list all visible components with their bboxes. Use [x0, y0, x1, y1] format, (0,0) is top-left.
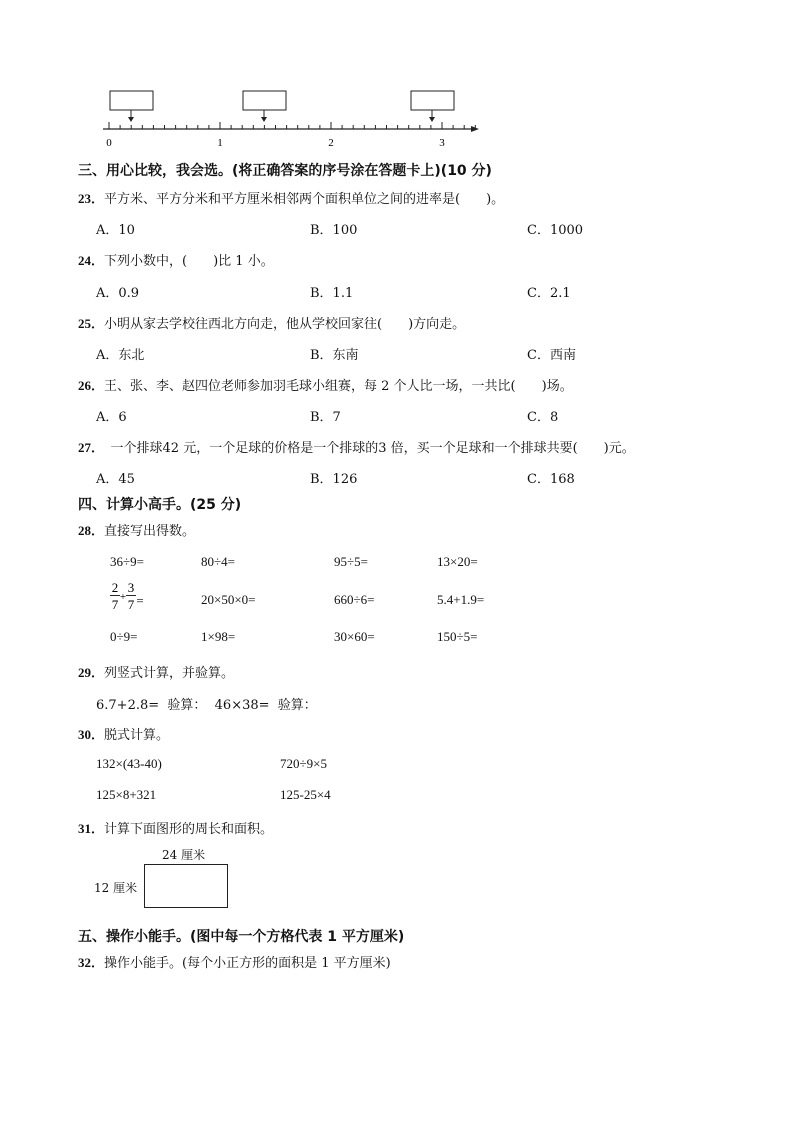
calc-30-4: 125-25×4 [280, 787, 331, 802]
option-27-b[interactable]: B．126 [310, 472, 358, 487]
calc-28-r3-3: 30×60= [334, 629, 375, 644]
question-text: 王、张、李、赵四位老师参加羽毛球小组赛，每 2 个人比一场，一共比( )场。 [104, 379, 573, 394]
question-24 [78, 250, 274, 269]
question-number: 29． [78, 665, 105, 680]
fraction-2-denominator: 7 [127, 597, 135, 612]
rectangle-height-label: 12 厘米 [94, 881, 138, 895]
question-number: 25． [78, 316, 105, 331]
tick-label-1: 1 [217, 137, 223, 149]
calc-28-r3-2: 1×98= [201, 629, 236, 644]
section-4-title: 四、计算小高手。(25 分) [78, 497, 242, 513]
question-30 [78, 724, 169, 743]
question-number: 26． [78, 378, 105, 393]
question-number: 28． [78, 523, 105, 538]
option-23-c[interactable]: C．1000 [527, 223, 584, 238]
calc-29-line: 6.7+2.8= 验算： 46×38= 验算： [96, 698, 317, 713]
calc-28-r1-3: 95÷5= [334, 554, 368, 569]
question-text: 下列小数中，( )比 1 小。 [104, 254, 274, 269]
fraction-2-numerator: 3 [127, 580, 135, 595]
rectangle-figure [144, 864, 228, 908]
option-24-a[interactable]: A．0.9 [96, 286, 140, 301]
section-3-title: 三、用心比较，我会选。(将正确答案的序号涂在答题卡上)(10 分) [78, 163, 492, 179]
calc-28-r2-4: 5.4+1.9= [437, 592, 485, 607]
question-31 [78, 818, 273, 837]
calc-28-r1-2: 80÷4= [201, 554, 235, 569]
question-text: 计算下面图形的周长和面积。 [104, 822, 274, 837]
option-27-a[interactable]: A．45 [96, 472, 135, 487]
option-26-a[interactable]: A．6 [96, 410, 127, 425]
question-number: 31． [78, 821, 105, 836]
calc-30-2: 720÷9×5 [280, 756, 327, 771]
option-24-c[interactable]: C．2.1 [527, 286, 571, 301]
question-text: 一个排球42 元，一个足球的价格是一个排球的3 倍，买一个足球和一个排球共要( )元。 [97, 441, 635, 456]
question-text: 小明从家去学校往西北方向走，他从学校回家往( )方向走。 [104, 317, 466, 332]
question-32 [78, 952, 391, 971]
fraction-plus: + [119, 591, 127, 603]
question-25 [78, 313, 465, 332]
option-25-c[interactable]: C．西南 [527, 348, 576, 363]
question-number: 30． [78, 727, 105, 742]
question-26 [78, 375, 573, 394]
option-25-a[interactable]: A．东北 [96, 348, 145, 363]
question-number: 23． [78, 191, 105, 206]
calc-30-1: 132×(43-40) [96, 756, 162, 771]
option-26-b[interactable]: B．7 [310, 410, 341, 425]
question-number: 27． [78, 440, 98, 455]
question-number: 24． [78, 253, 105, 268]
tick-label-2: 2 [328, 137, 334, 149]
tick-label-3: 3 [439, 137, 445, 149]
question-23 [78, 188, 504, 207]
calc-28-r3-4: 150÷5= [437, 629, 478, 644]
calc-28-r2-2: 20×50×0= [201, 592, 256, 607]
section-5-title: 五、操作小能手。(图中每一个方格代表 1 平方厘米) [78, 929, 405, 945]
question-number: 32． [78, 955, 105, 970]
question-27 [78, 437, 635, 456]
fraction-equals: = [136, 593, 144, 608]
question-text: 脱式计算。 [104, 728, 170, 743]
question-text: 直接写出得数。 [104, 524, 196, 539]
option-27-c[interactable]: C．168 [527, 472, 575, 487]
answer-box-3[interactable] [411, 91, 454, 110]
question-text: 列竖式计算，并验算。 [104, 666, 235, 681]
calc-28-r1-1: 36÷9= [110, 554, 144, 569]
question-28 [78, 520, 195, 539]
option-23-a[interactable]: A．10 [96, 223, 135, 238]
fraction-1-denominator: 7 [111, 597, 119, 612]
fraction-expression [106, 580, 146, 616]
option-23-b[interactable]: B．100 [310, 223, 358, 238]
question-text: 操作小能手。(每个小正方形的面积是 1 平方厘米) [104, 956, 391, 971]
fraction-1-numerator: 2 [111, 580, 119, 595]
calc-30-3: 125×8+321 [96, 787, 157, 802]
question-text: 平方米、平方分米和平方厘米相邻两个面积单位之间的进率是( )。 [104, 192, 505, 207]
option-25-b[interactable]: B．东南 [310, 348, 359, 363]
tick-label-0: 0 [106, 137, 112, 149]
answer-box-1[interactable] [110, 91, 153, 110]
calc-28-r2-3: 660÷6= [334, 592, 375, 607]
option-24-b[interactable]: B．1.1 [310, 286, 354, 301]
question-29 [78, 662, 234, 681]
number-line-diagram [95, 86, 485, 152]
calc-28-r3-1: 0÷9= [110, 629, 138, 644]
calc-28-r1-4: 13×20= [437, 554, 478, 569]
rectangle-width-label: 24 厘米 [162, 848, 206, 862]
option-26-c[interactable]: C．8 [527, 410, 559, 425]
number-line-ticks [109, 122, 475, 129]
answer-box-2[interactable] [243, 91, 286, 110]
